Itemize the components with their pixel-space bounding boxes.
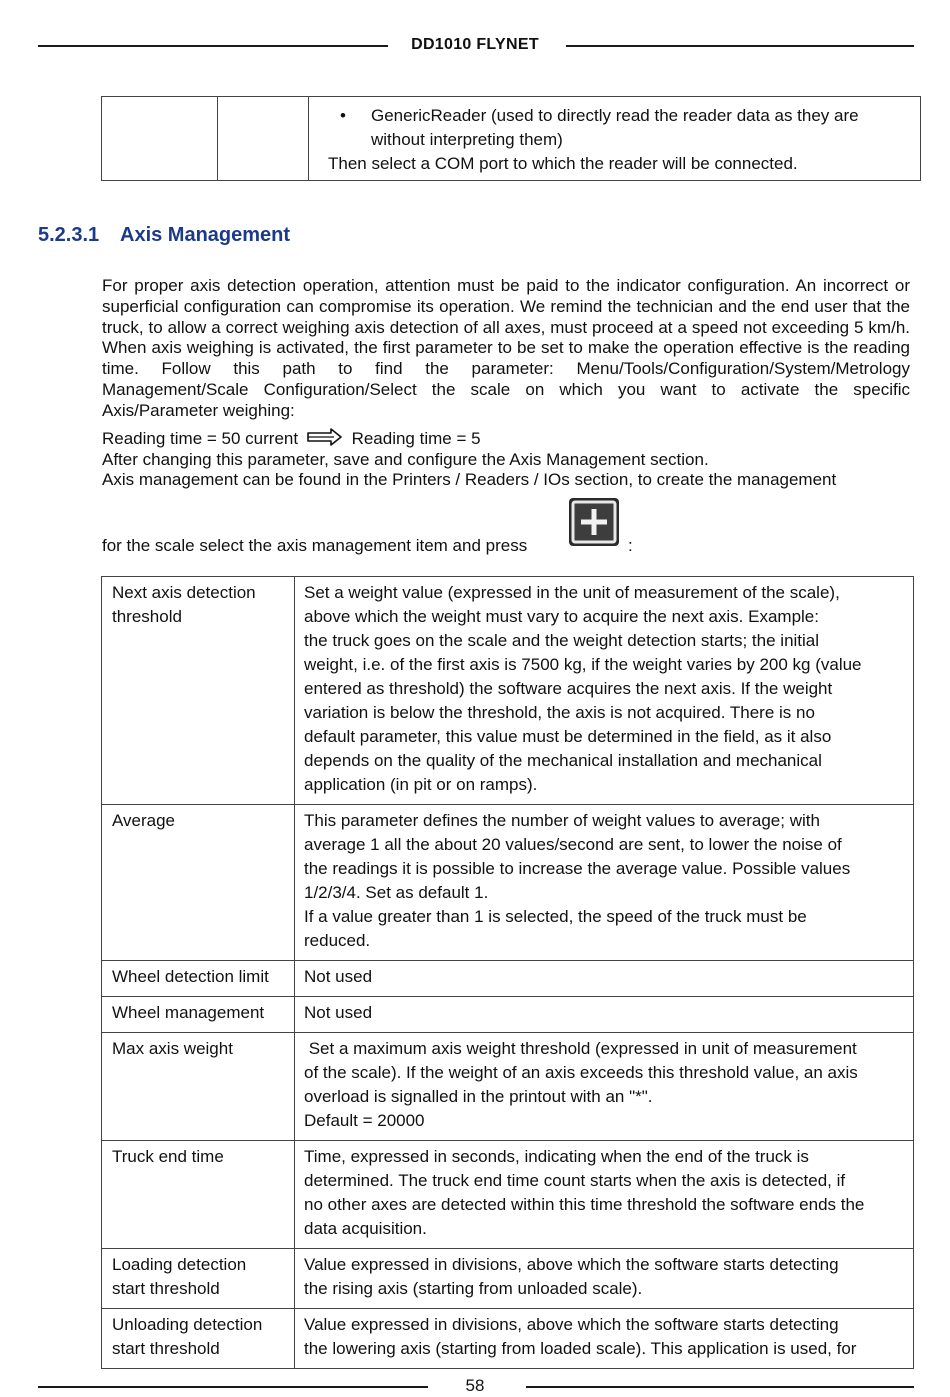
reading-time-new: Reading time = 5	[351, 429, 481, 448]
parameter-description-line: 1/2/3/4. Set as default 1.	[304, 883, 489, 902]
parameter-description-line: This parameter defines the number of weight values to average; with	[304, 811, 820, 830]
parameter-name-cell	[102, 997, 295, 1033]
parameter-description-line: depends on the quality of the mechanical installation and mechanical	[304, 751, 822, 770]
table-row	[102, 1033, 914, 1141]
bullet-icon: •	[340, 106, 346, 125]
parameter-description-line: no other axes are detected within this time threshold the software ends the	[304, 1195, 865, 1214]
parameter-name: start threshold	[112, 1339, 220, 1358]
parameter-description-line: the rising axis (starting from unloaded scale).	[304, 1279, 643, 1298]
parameter-description-line: of the scale). If the weight of an axis exceeds this threshold value, an axis	[304, 1063, 858, 1082]
table-row	[102, 1141, 914, 1249]
parameter-description-line: If a value greater than 1 is selected, the speed of the truck must be	[304, 907, 807, 926]
press-tail: :	[628, 536, 633, 555]
parameter-name: Average	[112, 811, 176, 830]
parameter-description-line: the truck goes on the scale and the weight detection starts; the initial	[304, 631, 820, 650]
parameter-description-line: Not used	[304, 967, 373, 986]
reading-time-current: Reading time = 50 current	[102, 429, 299, 448]
reading-time-line	[102, 428, 481, 451]
parameter-description-line: application (in pit or on ramps).	[304, 775, 538, 794]
parameter-description-cell	[295, 961, 914, 997]
parameter-description-cell	[295, 1033, 914, 1141]
parameter-name-cell	[102, 1249, 295, 1309]
bullet-text: GenericReader (used to directly read the reader data as they are	[371, 106, 859, 125]
table-column-divider	[217, 97, 218, 180]
parameter-description-line: entered as threshold) the software acquires the next axis. If the weight	[304, 679, 833, 698]
table-column-divider	[308, 97, 309, 180]
parameter-description-cell	[295, 997, 914, 1033]
parameter-description-line: Not used	[304, 1003, 373, 1022]
table-row	[102, 805, 914, 961]
parameter-name-cell	[102, 961, 295, 997]
parameter-description-line: data acquisition.	[304, 1219, 427, 1238]
parameter-description-cell	[295, 1141, 914, 1249]
parameter-description-line: the lowering axis (starting from loaded scale). This application is used, for	[304, 1339, 857, 1358]
parameter-description-line: above which the weight must vary to acquire the next axis. Example:	[304, 607, 819, 626]
parameter-description-line: weight, i.e. of the first axis is 7500 kg, if the weight varies by 200 kg (value	[304, 655, 862, 674]
parameter-description-line: determined. The truck end time count starts when the axis is detected, if	[304, 1171, 846, 1190]
parameter-description-line: Value expressed in divisions, above which the software starts detecting	[304, 1255, 839, 1274]
parameter-name-cell	[102, 1141, 295, 1249]
parameter-name: Loading detection	[112, 1255, 247, 1274]
parameter-name: Unloading detection	[112, 1315, 263, 1334]
continuation-table	[101, 96, 921, 181]
plus-box-icon	[568, 497, 620, 547]
parameter-name: threshold	[112, 607, 182, 626]
press-text: for the scale select the axis management item and press	[102, 536, 528, 555]
parameter-description-line: Set a maximum axis weight threshold (expressed in unit of measurement	[304, 1039, 857, 1058]
parameter-name: start threshold	[112, 1279, 220, 1298]
table-row	[102, 997, 914, 1033]
parameter-description-line: the readings it is possible to increase the average value. Possible values	[304, 859, 851, 878]
bullet-item	[328, 104, 910, 152]
table-row	[102, 1309, 914, 1369]
axis-parameters-table	[101, 576, 914, 1369]
parameter-description-cell	[295, 1309, 914, 1369]
table-row	[102, 577, 914, 805]
table-row	[102, 1249, 914, 1309]
section-title: Axis Management	[120, 224, 291, 246]
parameter-description-line: Time, expressed in seconds, indicating when the end of the truck is	[304, 1147, 809, 1166]
header-rule-right	[566, 45, 914, 47]
parameter-name: Wheel management	[112, 1003, 265, 1022]
double-arrow-right-icon	[307, 428, 343, 451]
parameter-description-line: variation is below the threshold, the axis is not acquired. There is no	[304, 703, 815, 722]
parameter-description-line: overload is signalled in the printout with an "*".	[304, 1087, 653, 1106]
parameter-name: Truck end time	[112, 1147, 224, 1166]
page-number: 58	[465, 1376, 485, 1395]
bullet-text: without interpreting them)	[371, 130, 563, 149]
parameter-description-line: Set a weight value (expressed in the unit of measurement of the scale),	[304, 583, 840, 602]
continuation-tail-text: Then select a COM port to which the reader will be connected.	[328, 154, 798, 173]
press-line	[102, 536, 527, 556]
parameter-description-cell	[295, 577, 914, 805]
parameter-name: Wheel detection limit	[112, 967, 269, 986]
parameter-name-cell	[102, 1309, 295, 1369]
parameter-description-cell	[295, 1249, 914, 1309]
table-row	[102, 961, 914, 997]
footer-rule-right	[526, 1386, 914, 1388]
parameter-name: Max axis weight	[112, 1039, 233, 1058]
document-title: DD1010 FLYNET	[411, 36, 539, 53]
parameter-name-cell	[102, 805, 295, 961]
parameter-name-cell	[102, 577, 295, 805]
axis-found-text: Axis management can be found in the Printers / Readers / IOs section, to create the management	[102, 470, 837, 489]
parameter-description-line: Value expressed in divisions, above which the software starts detecting	[304, 1315, 839, 1334]
section-heading	[38, 224, 290, 247]
parameter-description-line: default parameter, this value must be determined in the field, as it also	[304, 727, 832, 746]
continuation-cell	[318, 97, 920, 176]
section-number: 5.2.3.1	[38, 224, 100, 246]
parameter-description-line: reduced.	[304, 931, 371, 950]
parameter-description-line: average 1 all the about 20 values/second are sent, to lower the noise of	[304, 835, 842, 854]
parameter-name: Next axis detection	[112, 583, 256, 602]
after-change-text: After changing this parameter, save and configure the Axis Management section.	[102, 450, 709, 469]
intro-paragraph: For proper axis detection operation, attention must be paid to the indicator configuration. An incorrect or superficial configuration can compromise its operation. We remind the technician and the end user that the truck, to allow a correct weighing axis detection of all axes, must proceed at a speed not exceeding 5 km/h. When axis weighing is activated, the first parameter to be set to make the operation effective is the reading time. Follow this path to find the parameter: Menu/Tools/Configuration/System/Metrology Management/Scale Configuration/Select the scale on which you want to activate the specific Axis/Parameter weighing:	[102, 276, 910, 420]
parameter-description-line: Default = 20000	[304, 1111, 425, 1130]
parameter-name-cell	[102, 1033, 295, 1141]
parameter-description-cell	[295, 805, 914, 961]
